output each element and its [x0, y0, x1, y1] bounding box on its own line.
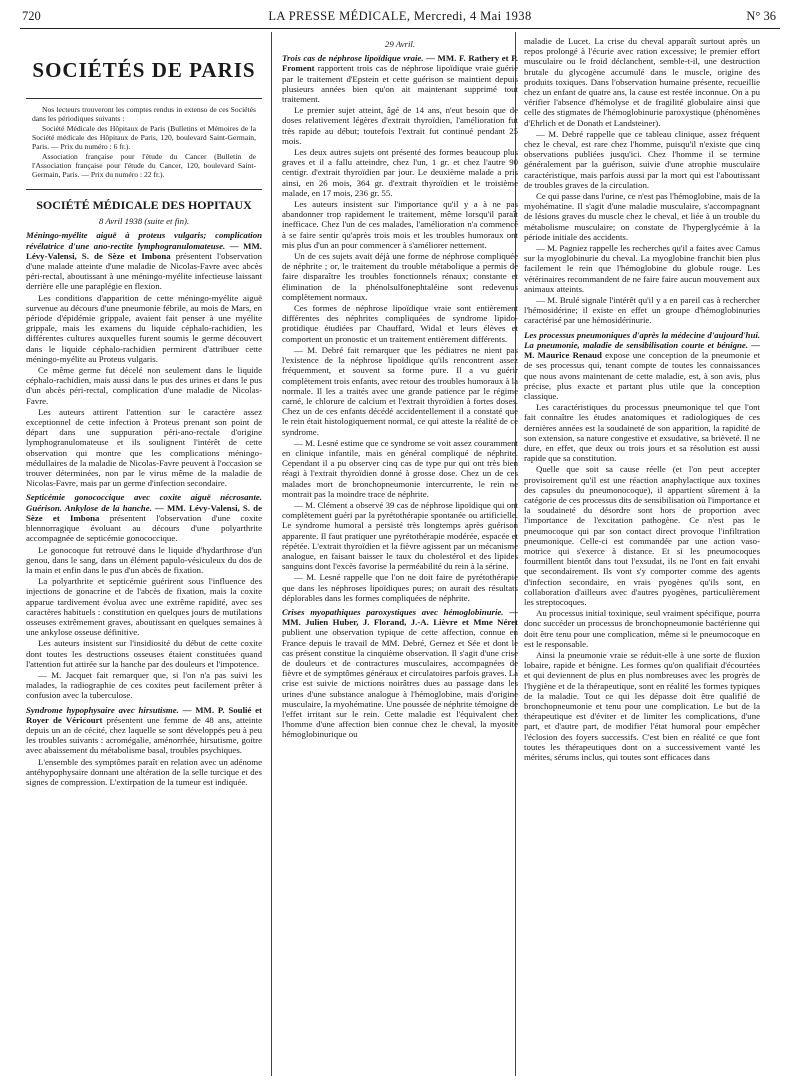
- article-paragraph: Les deux autres sujets ont présenté des formes beaucoup plus graves et il a fallu atteindre, chez l'un, 1 gr. et chez l'autre 90 centigr. d'extrait thyroïdien par jour. Le deuxième malade a pris ainsi, en 26 mois, 364 gr. d'extrait thyroïdien et le troisième malade, en 17 mois, 236 gr. 55.: [282, 147, 518, 198]
- article-paragraph: Ces formes de néphrose lipoïdique vraie sont entièrement différentes des néphrites compliquées de syndrome lipido-protidique étudiées par Chauffard, Widal et leurs élèves et comportent un pronostic et un traitement entièrement différents.: [282, 303, 518, 344]
- intro-block: [32, 105, 256, 179]
- column-divider: [271, 32, 272, 1076]
- article-paragraph: L'ensemble des symptômes paraît en relation avec un adénome antéhypophysaire donnant une altération de la selle turcique et des signes de compression. L'extirpation de la tumeur est indiquée.: [26, 756, 262, 787]
- article-paragraph: Les auteurs attirent l'attention sur le caractère assez exceptionnel de cette infection à Proteus prenant son point de départ dans une suppuration péri-ano-rectale d'origine lymphogranulomateuse et ils soulignent l'intérêt de cette observation qui montre que les complications méningo-médullaires de la maladie de Nicolas-Favre peuvent à l'occasion se trouver déterminées, non par le virus même de la maladie de Nicolas-Favre, mais par un germe d'infection secondaire.: [26, 406, 262, 489]
- section-title: SOCIÉTÉS DE PARIS: [26, 58, 262, 99]
- intro-text: Société Médicale des Hôpitaux de Paris (Bulletins et Mémoires de la Société médicale des Hôpitaux de Paris, 120, boulevard Saint-Germain, Paris. — Prix du numéro : 6 fr.).: [32, 124, 256, 151]
- journal-title: LA PRESSE MÉDICALE, Mercredi, 4 Mai 1938: [268, 9, 532, 23]
- society-title: SOCIÉTÉ MÉDICALE DES HOPITAUX: [36, 198, 252, 212]
- article-paragraph: — M. Debré fait remarquer que les pédiatres ne nient pas l'existence de la néphrose lipoïdique qu'ils rencontrent assez fréquemment, et souvent sa forme pure. Il a vu guérir complètement trois enfants, avec retour des troubles humoraux à la normale. Il les a traités avec une grande patience par le régime carné, le chlorure de calcium et l'extrait thyroïdien à fortes doses. Chez un de ces enfants décédé accidentellement il a constaté que le rein était histologiquement normal, ce qui atteste la réalité de ce syndrome.: [282, 344, 518, 437]
- page-header: [20, 6, 780, 29]
- article-paragraph: Méningo-myélite aiguë à proteus vulgaris; complication révélatrice d'une ano-rectite lymphogranulomateuse. — MM. Lévy-Valensi, S. de Sèze et Imbona présentent l'observation d'une malade atteinte d'une maladie de Nicolas-Favre avec abcès péri-rectal, aboutissant à une méningo-myélite infectieuse laissant derrière elle une paraplégie en flexion.: [26, 230, 262, 292]
- article-paragraph: Le premier sujet atteint, âgé de 14 ans, n'eut besoin que de doses relativement légères d'extrait thyroïdien, l'amélioration fut très rapide au début; toutefois l'extrait fut continué pendant 25 mois.: [282, 105, 518, 146]
- article-paragraph: maladie de Lucet. La crise du cheval apparaît surtout après un repos prolongé à l'écurie avec ration excessive; le premier effort musculaire ou le froid déclanchent, semble-t-il, une destruction brutale du glycogène accumulé dans le muscle, origine des produits toxiques. Dans l'observation humaine présente, recueillie chez un enfant de quatre ans, la cause est restée inconnue. On a pu vérifier l'absence d'hémolyse et de fragilité globulaire ainsi que celle des stigmates de l'hémoglobinurie paroxystique (phénomènes d'Ehrlich et de Donath et Landsteiner).: [524, 36, 760, 128]
- session-date: 8 Avril 1938 (suite et fin).: [98, 216, 190, 227]
- article-paragraph: Ainsi la pneumonie vraie se réduit-elle à une sorte de fluxion lobaire, rapide et bénigne. Les formes qu'on qualifiait d'écourtées et qui deviennent de plus en plus nombreuses avec les progrès de l'hygiène et de la thérapeutique, sont en réalité les formes typiques de la maladie. Tout ce qui les dépasse doit être qualifié de bronchopneumonie et tenu pour une complication. Le but de la thérapeutique est d'éviter et de limiter les complications, d'une part, et d'autre part, de modifier l'état humoral pour empêcher l'éclosion des foyers successifs. C'est bien en réalité ce que font toutes les thérapeutiques dont on a successivement vanté les mérites, sérums inclus, qui toutes sont efficaces dans: [524, 649, 760, 763]
- article-paragraph: Crises myopathiques paroxystiques avec hémoglobinurie. — MM. Julien Huber, J. Florand, J.-A. Lièvre et Mme Néret publient une observation typique de cette affection, connue en France depuis le travail de MM. Debré, Gernez et Sée et dont le cas présent constitue la cinquième observation. Il s'agit d'une crise de douleurs et de contractures musculaires, accompagnées de fièvre et de symptômes généraux et circulatoires parfois graves. La crise est suivie de mictions noirâtres dues au passage dans les urines d'une substance analogue à l'hémoglobine, mais d'origine musculaire, la myohématine. Une poussée de néphrite témoigne de l'effet irritant sur le rein. Cette maladie est l'équivalent chez l'homme d'une affection bien connue chez le cheval, la myosite hémoglobinurique ou: [282, 606, 518, 740]
- article-paragraph: Les conditions d'apparition de cette méningo-myélite aiguë survenue au décours d'une pneumonie fébrile, au mois de Mars, en période d'épidémie grippale, avaient fait penser à une myélite grippale, mais les examens du liquide céphalo-rachidien, les différentes cultures auxquelles furent soumis le germe découvert dans le liquide céphalo-rachidien permirent d'attribuer cette méningo-myélite au Proteus vulgaris.: [26, 292, 262, 364]
- divider: [26, 189, 262, 190]
- article-paragraph: Quelle que soit sa cause réelle (et l'on peut accepter provisoirement qu'il est une réaction anaphylactique aux toxines des capsules du pneumonocoque), il appartient sûrement à la catégorie de ces processus dits de sensibilisation où l'importance et la soudaineté du désordre sont hors de proportion avec l'importance de l'excitation pathogène. Ce n'est pas le pneumocoque qui par son contact direct provoque l'infiltration pneumonique. Celle-ci est commandée par une action vaso-motrice qui s'exerce à distance. Et si les pneumocoques fourmillent bientôt dans tout l'exsudat, ils ne l'ont en fait envahi que secondairement. Ils vont s'y comporter comme des agents d'infection secondaire, en vrais pyogènes qu'ils sont, en collaboration d'ailleurs avec d'autres pyogènes, particulièrement les streptocoques.: [524, 464, 760, 607]
- article-paragraph: — M. Clément a observé 39 cas de néphrose lipoïdique qui ont complètement guéri par la pyrétothérapie spontanée ou artificielle. Le syndrome humoral a persisté très longtemps après guérison apparente. Il faut pratiquer une pyrétothérapie modérée, espacée et répétée. L'extrait thyroïdien et la fièvre agissent par un mécanisme analogue, en faisant baisser le taux du cholestérol et des lipides sanguins dont l'excès favorise la perméabilité du rein à la sérine.: [282, 499, 518, 572]
- article-paragraph: — M. Lesné rappelle que l'on ne doit faire de pyrétothérapie que dans les néphroses lipoïdiques pures; on aurait des résultats déplorables dans les formes compliquées de néphrite.: [282, 572, 518, 603]
- article-paragraph: Septicémie gonococcique avec coxite aiguë nécrosante. Guérison. Ankylose de la hanche. — MM. Lévy-Valensi, S. de Sèze et Imbona présentent l'observation d'une coxite blennorragique évoluant au décours d'une polyarthrite accompagnée de septicémie gonococcique.: [26, 492, 262, 544]
- article-paragraph: Ce qui passe dans l'urine, ce n'est pas l'hémoglobine, mais de la myohématine. Il s'agit d'une maladie musculaire, s'accompagnant de lésions graves du muscle chez le cheval, et liée à un trouble du métabolisme musculaire; on constate de l'hyperglycémie à la période initiale des accidents.: [524, 191, 760, 242]
- article-paragraph: Les caractéristiques du processus pneumonique tel que l'ont fait connaître les études anatomiques et radiologiques de ces dernières années est la soudaineté de son apparition, la rapidité de son extension, sa nature congestive et exsudative, sa brièveté. Il ne dure, en effet, que deux ou trois jours et sa résolution est aussi rapide que sa constitution.: [524, 402, 760, 464]
- article-paragraph: Le gonocoque fut retrouvé dans le liquide d'hydarthrose d'un genou, dans le sang, dans un élément papulo-vésiculeux du dos de la main et enfin dans le pus d'un abcès de fixation.: [26, 544, 262, 575]
- article-paragraph: — M. Lesné estime que ce syndrome se voit assez couramment en clinique infantile, mais en général compliqué de néphrite. Cependant il a pu observer cinq cas de type pur qui ont très bien réagi à l'extrait thyroïdien donné à grosse dose. Chez un de ces malades mort de bronchopneumonie intercurrente, le rein ne montrait pas la moindre trace de néphrite.: [282, 437, 518, 499]
- page-number: 720: [22, 9, 41, 23]
- article-paragraph: Syndrome hypophysaire avec hirsutisme. — MM. P. Soulié et Royer de Véricourt présentent une femme de 48 ans, atteinte depuis un an de cécité, chez laquelle se sont développés peu à peu les troubles suivants : acromégalie, aménorrhée, hirsutisme, goitre avec abaissement du métabolisme basal, troubles psychiques.: [26, 704, 262, 756]
- article-paragraph: — M. Brulé signale l'intérêt qu'il y a en pareil cas à rechercher l'hémosidérine; il existe en effet un groupe d'hémoglobinuries caractérisé par une hémosidérinurie.: [524, 295, 760, 326]
- column-3: [524, 36, 760, 1076]
- session-date: 29 Avril.: [384, 39, 416, 49]
- article-paragraph: — M. Jacquet fait remarquer que, si l'on n'a pas suivi les malades, la radiographie de ces coxites peut facilement prêter à confusion avec la tuberculose.: [26, 669, 262, 701]
- issue-number: N° 36: [746, 9, 776, 23]
- column-1: [26, 36, 262, 1076]
- article-paragraph: Les auteurs insistent sur l'insidiosité du début de cette coxite dont toutes les destructions osseuses étaient constituées quand l'attention fut attirée sur la hanche par des douleurs et l'impotence.: [26, 638, 262, 669]
- intro-text: Association française pour l'étude du Cancer (Bulletin de l'Association française pour l'étude du Cancer, 120, boulevard Saint-Germain, Paris. — Prix du numéro : 22 fr.).: [32, 152, 256, 179]
- column-2: [282, 36, 518, 1076]
- article-paragraph: Au processus initial toxinique, seul vraiment spécifique, pourra donc succéder un processus de bronchopneumonie bactérienne qui doit être tenu pour une complication, même si le pneumocoque en est le responsable.: [524, 608, 760, 649]
- article-paragraph: — M. Debré rappelle que ce tableau clinique, assez fréquent chez le cheval, est rare chez l'homme, puisqu'il n'existe que cinq observations publiées jusqu'ici. Chez l'homme il se termine généralement par la guérison, suivie d'une atrophie musculaire caractéristique, mais parfois aussi par la mort qui est l'aboutissant de troubles graves de la circulation.: [524, 128, 760, 190]
- article-paragraph: Ce même germe fut décelé non seulement dans le liquide céphalo-rachidien, mais aussi dans le pus des urines et dans le pus d'un abcès péri-rectal, complication d'une maladie de Nicolas-Favre.: [26, 365, 262, 406]
- article-paragraph: Les auteurs insistent sur l'importance qu'il y a à ne pas abandonner trop rapidement le traitement, même lorsqu'il paraît inefficace. Chez l'un de ces malades, l'amélioration n'a commencé à se faire sentir qu'après trois mois et les troubles humoraux ont mis plus d'un an pour commencer à s'améliorer nettement.: [282, 199, 518, 250]
- article-paragraph: Les processus pneumoniques d'après la médecine d'aujourd'hui. La pneumonie, maladie de sensibilisation courte et bénigne. — M. Maurice Renaud expose une conception de la pneumonie et de ses processus qui, tenant compte de toutes les connaissances que nous avons maintenant de cette maladie, est, à son avis, plus précise, plus exacte et partant plus utile que la conception classique.: [524, 329, 760, 401]
- article-paragraph: Trois cas de néphrose lipoïdique vraie. — MM. F. Rathery et P. Froment rapportent trois cas de néphrose lipoïdique vraie guérie par le traitement d'Epstein et cette guérison se maintient depuis plusieurs années bien qu'on ait maintenant supprimé tout traitement.: [282, 53, 518, 105]
- intro-text: Nos lecteurs trouveront les comptes rendus in extenso de ces Sociétés dans les périodiques suivants :: [32, 105, 256, 123]
- article-paragraph: — M. Pagniez rappelle les recherches qu'il a faites avec Camus sur la myoglobinurie du cheval. La myoglobine franchit bien plus facilement le rein que l'hémoglobine du globule rouge. Les vétérinaires recommandent de ne faire faire aucun mouvement aux animaux atteints.: [524, 243, 760, 294]
- article-paragraph: La polyarthrite et septicémie guérirent sous l'influence des injections de gonacrine et de l'abcès de fixation, mais la coxite apparue tardivement évolua avec une extrême rapidité, avec ses caractères habituels : constitution en quelques jours de mutilations osseuses extrêmement graves, aboutissant en quelques semaines à une ankylose osseuse définitive.: [26, 576, 262, 638]
- article-paragraph: Un de ces sujets avait déjà une forme de néphrose compliquée de néphrite ; or, le traitement du trouble métabolique a permis de faire disparaître les troubles fonctionnels rénaux; constante et élimination de la phénolsulfonephtaléine sont redevenus complètement normaux.: [282, 251, 518, 302]
